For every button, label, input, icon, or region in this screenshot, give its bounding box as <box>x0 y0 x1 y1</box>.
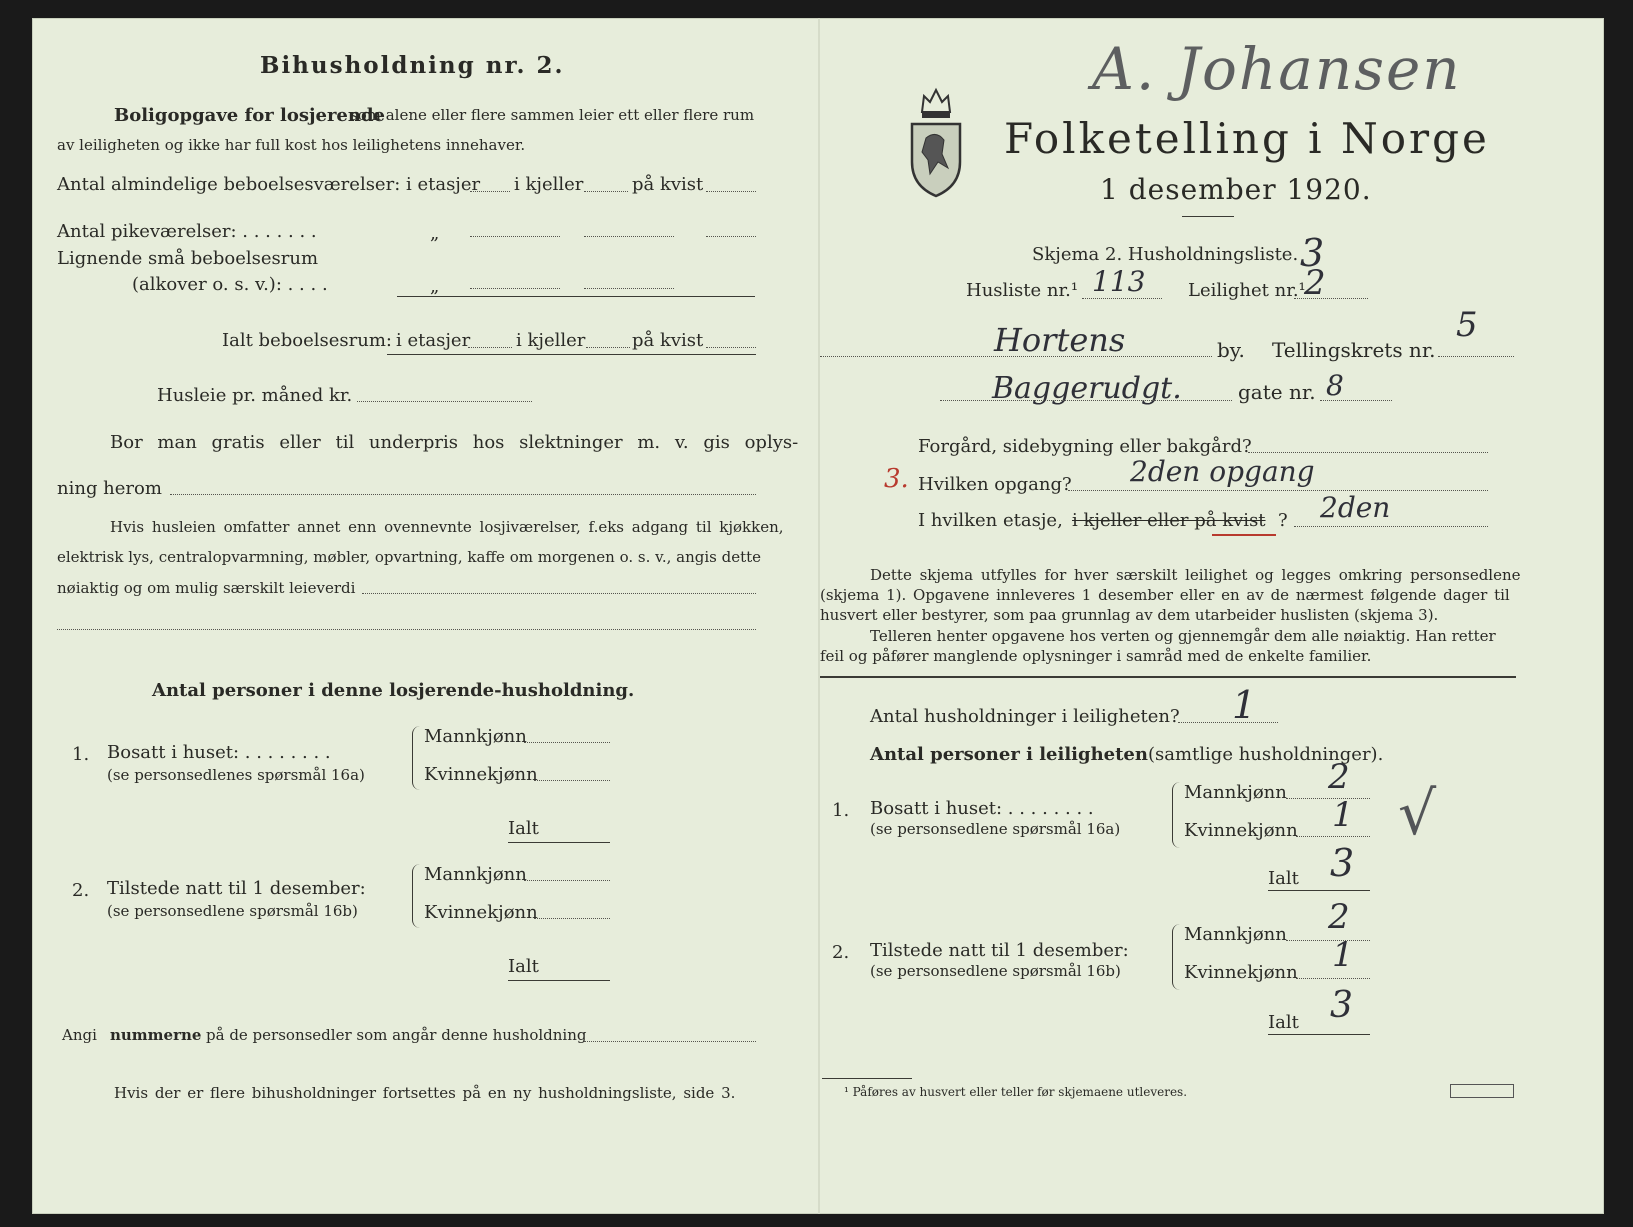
street-line[interactable] <box>940 400 1232 401</box>
left-q1-kvinne-label: Kvinnekjønn <box>424 764 538 785</box>
rooms-kvist-label: på kvist <box>632 174 704 195</box>
left-q1-kvinne-line[interactable] <box>534 780 610 781</box>
city-line[interactable] <box>820 356 1212 357</box>
right-q1-number: 1. <box>832 800 850 821</box>
pike-label: Antal pikeværelser: . . . . . . . <box>57 221 317 242</box>
intro-rest-2: av leiligheten og ikke har full kost hos leilighetens innehaver. <box>57 136 526 154</box>
right-q1-ialt-rule <box>1268 890 1370 891</box>
instructions-line-4: Telleren henter opgavene hos verten og gjennemgår dem alle nøiaktig. Han retter <box>870 627 1496 645</box>
husliste-line[interactable] <box>1082 298 1162 299</box>
antal-pers-bold: Antal personer i leiligheten <box>870 744 1148 765</box>
right-q2-number: 2. <box>832 942 850 963</box>
bor-text-2: ning herom <box>57 478 162 499</box>
right-q1-ialt-label: Ialt <box>1268 868 1299 889</box>
left-q2-sub: (se personsedlene spørsmål 16b) <box>107 902 358 920</box>
left-title: Bihusholdning nr. 2. <box>260 52 565 79</box>
left-footer: Hvis der er flere bihusholdninger fortsettes på en ny husholdningsliste, side 3. <box>114 1084 736 1102</box>
rooms-etasjer-line[interactable] <box>470 191 510 192</box>
lignende-label-1: Lignende små beboelsesrum <box>57 248 319 269</box>
hvis-text-2: elektrisk lys, centralopvarmning, møbler, opvartning, kaffe om morgenen o. s. v., angis dette <box>57 548 762 566</box>
instructions-line-3: husvert eller bestyrer, som paa grunnlag av dem utarbeider huslisten (skjema 3). <box>820 606 1439 624</box>
date-rule <box>1182 216 1234 217</box>
angi-bold: nummerne <box>110 1026 202 1044</box>
lignende-label-2: (alkover o. s. v.): . . . . <box>132 274 328 295</box>
right-q2-ialt-rule <box>1268 1034 1370 1035</box>
right-q2-ialt-handwritten: 3 <box>1330 985 1353 1026</box>
lignende-rule <box>397 296 755 297</box>
bor-text-1: Bor man gratis eller til underpris hos slektninger m. v. gis oplys- <box>110 432 799 453</box>
etasje-line[interactable] <box>1294 526 1488 527</box>
angi-line[interactable] <box>584 1041 756 1042</box>
right-q2-brace <box>1172 924 1181 990</box>
skjema-handwritten: 3 <box>1300 231 1325 275</box>
lignende-ditto: „ <box>430 276 440 297</box>
instructions-line-5: feil og påfører manglende oplysninger i samråd med de enkelte familier. <box>820 647 1372 665</box>
right-title: Folketelling i Norge <box>1004 114 1490 163</box>
lignende-etasjer-line[interactable] <box>470 288 560 289</box>
right-q1-mann-handwritten: 2 <box>1328 757 1350 797</box>
right-q2-mann-label: Mannkjønn <box>1184 924 1287 945</box>
city-handwritten: Hortens <box>994 321 1126 359</box>
pike-kjeller-line[interactable] <box>584 236 674 237</box>
right-q2-label: Tilstede natt til 1 desember: <box>870 940 1129 961</box>
forgard-line[interactable] <box>1248 452 1488 453</box>
right-q1-brace <box>1172 782 1181 848</box>
right-q2-kvinne-handwritten: 1 <box>1332 935 1354 975</box>
pike-kvist-line[interactable] <box>706 236 756 237</box>
left-q2-ialt-label: Ialt <box>508 956 539 977</box>
left-q2-mann-line[interactable] <box>524 880 610 881</box>
rooms-kjeller-line[interactable] <box>584 191 628 192</box>
signature-handwritten: A. Johansen <box>1092 35 1462 103</box>
right-q1-kvinne-line[interactable] <box>1296 836 1370 837</box>
bor-line[interactable] <box>170 494 756 495</box>
left-q1-label: Bosatt i huset: . . . . . . . . <box>107 742 331 763</box>
hvis-line-2[interactable] <box>57 629 756 630</box>
etasje-handwritten: 2den <box>1320 491 1391 524</box>
right-q2-kvinne-label: Kvinnekjønn <box>1184 962 1298 983</box>
rooms-kjeller-label: i kjeller <box>514 174 584 195</box>
rooms-kvist-line[interactable] <box>706 191 756 192</box>
hvis-line-1[interactable] <box>362 593 756 594</box>
etasje-question-mark: ? <box>1278 510 1288 531</box>
street-handwritten: Baggerudgt. <box>992 371 1182 406</box>
right-q2-kvinne-line[interactable] <box>1296 978 1370 979</box>
right-q1-kvinne-label: Kvinnekjønn <box>1184 820 1298 841</box>
instructions-rule <box>820 676 1516 678</box>
left-q1-brace <box>412 726 421 790</box>
left-q2-number: 2. <box>72 880 90 901</box>
lignende-kjeller-line[interactable] <box>584 288 674 289</box>
ialt-etasjer-line[interactable] <box>468 347 512 348</box>
left-q1-mann-line[interactable] <box>524 742 610 743</box>
left-antal-heading: Antal personer i denne losjerende-husholdning. <box>152 680 635 701</box>
hvis-text-1: Hvis husleien omfatter annet enn ovennevnte losjiværelser, f.eks adgang til kjøkken, <box>110 518 784 536</box>
left-q1-ialt-label: Ialt <box>508 818 539 839</box>
antal-hush-line[interactable] <box>1178 722 1278 723</box>
left-q2-label: Tilstede natt til 1 desember: <box>107 878 366 899</box>
right-q2-ialt-label: Ialt <box>1268 1012 1299 1033</box>
antal-hush-label: Antal husholdninger i leiligheten? <box>870 706 1180 727</box>
right-q2-mann-line[interactable] <box>1286 940 1370 941</box>
gate-line[interactable] <box>1320 400 1392 401</box>
right-q2-mann-handwritten: 2 <box>1328 897 1350 937</box>
etasje-red-underline <box>1212 534 1276 536</box>
right-q1-sub: (se personsedlene spørsmål 16a) <box>870 820 1121 838</box>
right-q1-mann-line[interactable] <box>1286 798 1370 799</box>
leilighet-handwritten: 2 <box>1304 263 1326 303</box>
ialt-kjeller-line[interactable] <box>586 347 630 348</box>
footnote-rule <box>822 1078 912 1079</box>
antal-pers-rest: (samtlige husholdninger). <box>1148 744 1384 765</box>
angi-rest: på de personsedler som angår denne husholdning <box>206 1026 587 1044</box>
left-q2-mann-label: Mannkjønn <box>424 864 527 885</box>
left-q2-brace <box>412 864 421 928</box>
hvis-text-3: nøiaktig og om mulig særskilt leieverdi <box>57 579 356 597</box>
right-q1-label: Bosatt i huset: . . . . . . . . <box>870 798 1094 819</box>
printer-stamp <box>1450 1084 1514 1098</box>
footnote-text: ¹ Påføres av husvert eller teller før skjemaene utleveres. <box>844 1085 1188 1099</box>
margin-handwritten: 3. <box>884 464 909 494</box>
left-q2-ialt-rule <box>508 980 610 981</box>
forgard-label: Forgård, sidebygning eller bakgård? <box>918 436 1252 457</box>
tellingskrets-line[interactable] <box>1438 356 1514 357</box>
ialt-kvist-line[interactable] <box>706 347 756 348</box>
coat-of-arms-icon <box>908 82 964 198</box>
gate-handwritten: 8 <box>1326 369 1344 402</box>
left-q1-ialt-rule <box>508 842 610 843</box>
right-q1-ialt-handwritten: 3 <box>1330 841 1355 885</box>
leilighet-line[interactable] <box>1294 298 1368 299</box>
opgang-line[interactable] <box>1068 490 1488 491</box>
leilighet-label: Leilighet nr.¹ <box>1188 280 1306 301</box>
angi-pre: Angi <box>62 1026 97 1044</box>
intro-bold: Boligopgave for losjerende <box>114 105 386 126</box>
opgang-handwritten: 2den opgang <box>1130 455 1315 488</box>
etasje-struck-options: i kjeller eller på kvist <box>1072 510 1266 531</box>
ialt-kvist-label: på kvist <box>632 330 704 351</box>
instructions-line-1: Dette skjema utfylles for hver særskilt leilighet og legges omkring personsedlene <box>870 566 1521 584</box>
tellingskrets-label: Tellingskrets nr. <box>1272 338 1436 362</box>
instructions-line-2: (skjema 1). Opgavene innleveres 1 desember eller en av de nærmest følgende dager til <box>820 586 1510 604</box>
left-q1-number: 1. <box>72 744 90 765</box>
check-mark-handwritten: √ <box>1398 779 1437 849</box>
right-q1-kvinne-handwritten: 1 <box>1332 795 1354 835</box>
right-q1-mann-label: Mannkjønn <box>1184 782 1287 803</box>
left-q1-mann-label: Mannkjønn <box>424 726 527 747</box>
husleie-line[interactable] <box>357 401 532 402</box>
census-form-sheet <box>32 18 1604 1214</box>
ialt-rooms-label: Ialt beboelsesrum: <box>222 330 392 351</box>
ialt-kjeller-label: i kjeller <box>516 330 586 351</box>
etasje-label: I hvilken etasje, <box>918 510 1063 531</box>
opgang-label: Hvilken opgang? <box>918 474 1072 495</box>
tellingskrets-handwritten: 5 <box>1456 305 1478 345</box>
right-q2-sub: (se personsedlene spørsmål 16b) <box>870 962 1121 980</box>
right-date: 1 desember 1920. <box>1100 173 1372 206</box>
left-q2-kvinne-line[interactable] <box>534 918 610 919</box>
ialt-rule <box>387 354 756 355</box>
left-q2-kvinne-label: Kvinnekjønn <box>424 902 538 923</box>
gate-label: gate nr. <box>1238 380 1316 404</box>
husleie-label: Husleie pr. måned kr. <box>157 385 353 406</box>
husliste-handwritten: 113 <box>1092 265 1146 298</box>
antal-hush-handwritten: 1 <box>1232 683 1257 727</box>
skjema-label: Skjema 2. Husholdningsliste. <box>1032 244 1299 265</box>
husliste-label: Husliste nr.¹ <box>966 280 1079 301</box>
left-q1-sub: (se personsedlenes spørsmål 16a) <box>107 766 365 784</box>
rooms-label: Antal almindelige beboelsesværelser: i etasjer <box>57 174 481 195</box>
intro-rest-1: som alene eller flere sammen leier ett eller flere rum <box>350 106 755 124</box>
by-label: by. <box>1217 338 1245 362</box>
ialt-etasjer-label: i etasjer <box>396 330 471 351</box>
pike-ditto: „ <box>430 223 440 244</box>
pike-etasjer-line[interactable] <box>470 236 560 237</box>
